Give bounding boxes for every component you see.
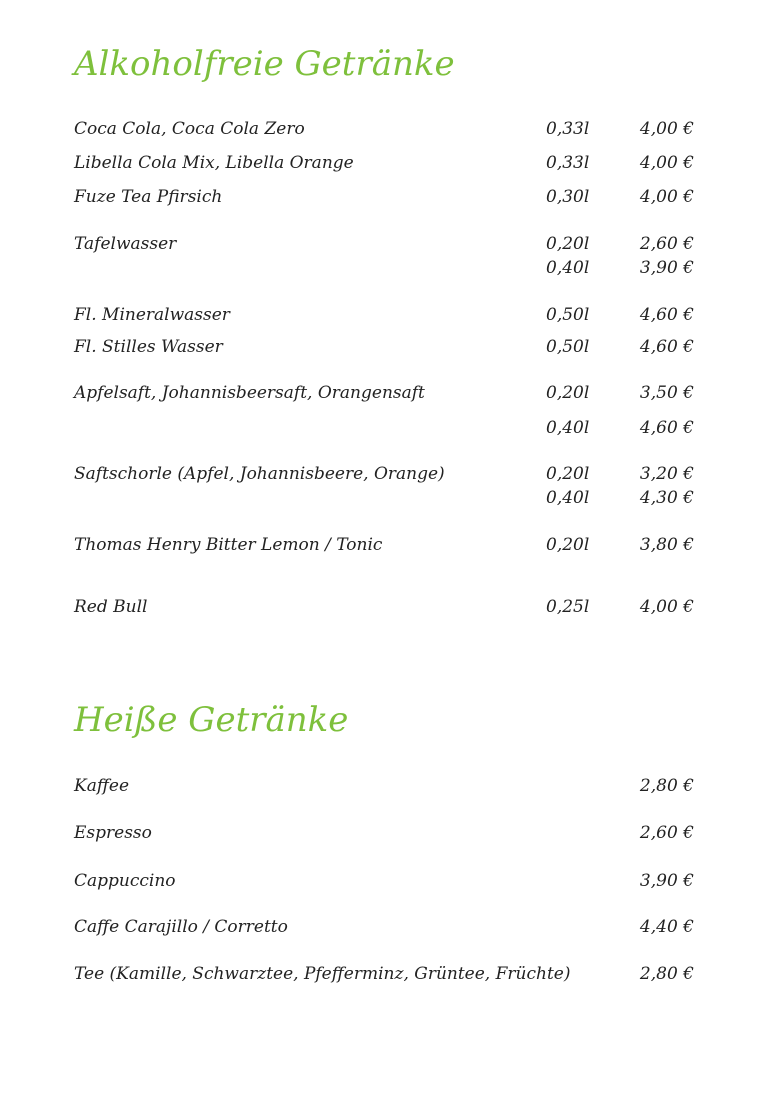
item-name: Coca Cola, Coca Cola Zero <box>74 119 305 139</box>
item-volume: 0,20l <box>546 383 590 403</box>
item-volume: 0,50l <box>546 305 590 325</box>
menu-item-row <box>74 594 694 620</box>
menu-item-row <box>74 150 694 176</box>
item-price: 4,40 € <box>639 917 694 937</box>
menu-item-row <box>74 415 694 441</box>
item-volume: 0,33l <box>546 119 590 139</box>
item-name: Cappuccino <box>74 871 176 891</box>
menu-item-row <box>74 184 694 210</box>
item-name: Libella Cola Mix, Libella Orange <box>74 153 354 173</box>
menu-item-row <box>74 532 694 558</box>
menu-item-row <box>74 334 694 360</box>
item-price: 3,50 € <box>639 383 694 403</box>
item-volume: 0,40l <box>546 418 590 438</box>
item-volume: 0,40l <box>546 258 590 278</box>
item-price: 2,80 € <box>639 776 694 796</box>
item-name: Red Bull <box>74 597 148 617</box>
section-title-alkoholfreie-getraenke: Alkoholfreie Getränke <box>74 44 455 84</box>
menu-item-row <box>74 302 694 328</box>
item-name: Tee (Kamille, Schwarztee, Pfefferminz, Grüntee, Früchte) <box>74 964 571 984</box>
item-name: Thomas Henry Bitter Lemon / Tonic <box>74 535 383 555</box>
item-volume: 0,20l <box>546 464 590 484</box>
menu-item-row <box>74 820 694 846</box>
item-price: 3,80 € <box>639 535 694 555</box>
item-price: 4,00 € <box>639 119 694 139</box>
item-name: Saftschorle (Apfel, Johannisbeere, Orange) <box>74 464 445 484</box>
menu-item-row <box>74 914 694 940</box>
item-price: 3,90 € <box>639 871 694 891</box>
menu-item-row <box>74 773 694 799</box>
item-price: 4,00 € <box>639 153 694 173</box>
item-name: Kaffee <box>74 776 130 796</box>
menu-item-row <box>74 961 694 987</box>
item-volume: 0,20l <box>546 535 590 555</box>
item-price: 2,60 € <box>639 823 694 843</box>
section-title-heisse-getraenke: Heiße Getränke <box>74 700 349 740</box>
item-name: Espresso <box>74 823 152 843</box>
item-volume: 0,40l <box>546 488 590 508</box>
item-price: 3,90 € <box>639 258 694 278</box>
menu-item-row <box>74 116 694 142</box>
item-price: 4,60 € <box>639 305 694 325</box>
item-volume: 0,20l <box>546 234 590 254</box>
menu-item-row <box>74 485 694 511</box>
item-volume: 0,30l <box>546 187 590 207</box>
item-price: 3,20 € <box>639 464 694 484</box>
item-price: 4,60 € <box>639 418 694 438</box>
menu-item-row <box>74 868 694 894</box>
item-volume: 0,33l <box>546 153 590 173</box>
item-price: 4,60 € <box>639 337 694 357</box>
item-name: Tafelwasser <box>74 234 177 254</box>
item-price: 4,30 € <box>639 488 694 508</box>
menu-item-row <box>74 231 694 257</box>
menu-item-row <box>74 380 694 406</box>
item-price: 2,80 € <box>639 964 694 984</box>
item-price: 4,00 € <box>639 187 694 207</box>
menu-item-row <box>74 255 694 281</box>
item-name: Apfelsaft, Johannisbeersaft, Orangensaft <box>74 383 425 403</box>
item-name: Fl. Mineralwasser <box>74 305 230 325</box>
item-name: Caffe Carajillo / Corretto <box>74 917 288 937</box>
item-price: 2,60 € <box>639 234 694 254</box>
item-volume: 0,25l <box>546 597 590 617</box>
item-name: Fuze Tea Pfirsich <box>74 187 223 207</box>
item-volume: 0,50l <box>546 337 590 357</box>
menu-item-row <box>74 461 694 487</box>
item-name: Fl. Stilles Wasser <box>74 337 223 357</box>
item-price: 4,00 € <box>639 597 694 617</box>
